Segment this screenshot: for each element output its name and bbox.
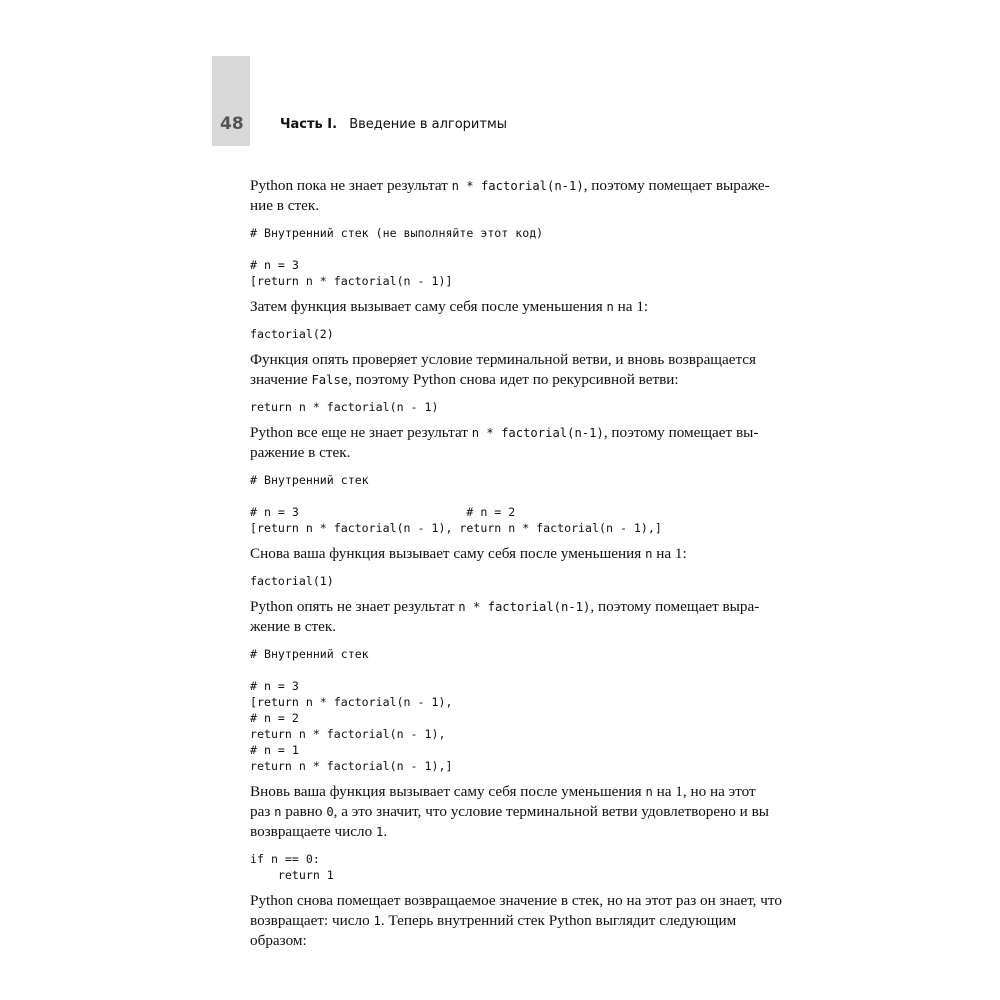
code-block — [250, 646, 790, 774]
code-line: factorial(1) — [250, 574, 334, 588]
paragraph — [250, 597, 790, 637]
inline-code: n * factorial(n-1) — [458, 600, 591, 614]
text-run: Python все еще не знает результат — [250, 424, 472, 441]
paragraph — [250, 423, 790, 463]
code-block — [250, 225, 790, 289]
inline-code: False — [311, 373, 349, 387]
block-gap — [250, 390, 790, 399]
inline-code: n — [645, 785, 653, 799]
block-gap — [250, 216, 790, 225]
text-run: Снова ваша функция вызывает саму себя после уменьшения — [250, 545, 646, 562]
code-line: return 1 — [250, 868, 334, 882]
inline-code: n — [274, 805, 282, 819]
paragraph — [250, 297, 790, 317]
text-run: , а это значит, что условие терминальной ветви удовлетворено и вы — [333, 803, 769, 820]
code-line: [return n * factorial(n - 1), — [250, 695, 453, 709]
page-body — [250, 176, 790, 951]
code-line: return n * factorial(n - 1) — [250, 400, 439, 414]
block-gap — [250, 317, 790, 326]
paragraph — [250, 176, 790, 216]
code-line: [return n * factorial(n - 1)] — [250, 274, 453, 288]
text-run: , поэтому помещает выра- — [590, 598, 760, 615]
text-run: , поэтому помещает выраже- — [583, 177, 770, 194]
text-run: , поэтому Python снова идет по рекурсивной ветви: — [348, 371, 679, 388]
text-run: Python пока не знает результат — [250, 177, 452, 194]
running-head-chapter: Введение в алгоритмы — [349, 117, 508, 132]
text-run: равно — [281, 803, 327, 820]
paragraph — [250, 891, 790, 951]
text-run: возвращаете число — [250, 823, 376, 840]
inline-code: 0 — [326, 805, 334, 819]
block-gap — [250, 774, 790, 782]
code-block — [250, 326, 790, 342]
code-line: # Внутренний стек — [250, 647, 369, 661]
block-gap — [250, 342, 790, 350]
code-line: # n = 3 — [250, 679, 299, 693]
block-gap — [250, 883, 790, 891]
inline-code: 1 — [373, 914, 381, 928]
code-line: # Внутренний стек — [250, 473, 369, 487]
code-line — [250, 241, 790, 257]
text-run: . Теперь внутренний стек Python выглядит следующим образом: — [250, 912, 737, 949]
text-run: Затем функция вызывает саму себя после уменьшения — [250, 298, 607, 315]
code-line: return n * factorial(n - 1), — [250, 727, 446, 741]
code-block — [250, 399, 790, 415]
code-block — [250, 573, 790, 589]
text-run: возвращает: число — [250, 912, 374, 929]
code-block — [250, 472, 790, 536]
code-block — [250, 851, 790, 883]
block-gap — [250, 842, 790, 851]
block-gap — [250, 637, 790, 646]
inline-code: n * factorial(n-1) — [471, 426, 604, 440]
text-run: , поэтому помещает вы- — [603, 424, 759, 441]
page-number: 48 — [220, 114, 244, 134]
code-line: # n = 3 — [250, 258, 299, 272]
text-run: на 1: — [613, 298, 649, 315]
text-run: Python снова помещает возвращаемое значение в стек, но на этот раз он знает, что — [250, 892, 782, 909]
code-line: [return n * factorial(n - 1), return n * factorial(n - 1),] — [250, 521, 662, 535]
paragraph — [250, 782, 790, 842]
running-head-part: Часть I. — [280, 117, 338, 132]
inline-code: 1 — [376, 825, 384, 839]
text-run: на 1, но на этот — [652, 783, 756, 800]
code-line: # n = 2 — [250, 711, 299, 725]
text-run: значение — [250, 371, 312, 388]
block-gap — [250, 289, 790, 297]
block-gap — [250, 589, 790, 597]
code-line: if n == 0: — [250, 852, 320, 866]
block-gap — [250, 463, 790, 472]
code-line: # n = 3 # n = 2 — [250, 505, 516, 519]
inline-code: n — [606, 300, 614, 314]
code-line: return n * factorial(n - 1),] — [250, 759, 453, 773]
text-run: ражение в стек. — [250, 444, 351, 461]
inline-code: n * factorial(n-1) — [451, 179, 584, 193]
text-run: жение в стек. — [250, 618, 337, 635]
running-head — [280, 117, 507, 132]
text-run: на 1: — [652, 545, 687, 562]
code-line — [250, 662, 790, 678]
text-run: раз — [250, 803, 275, 820]
text-run: Python опять не знает результат — [250, 598, 459, 615]
block-gap — [250, 564, 790, 573]
code-line: # n = 1 — [250, 743, 299, 757]
block-gap — [250, 536, 790, 544]
text-run: Вновь ваша функция вызывает саму себя после уменьшения — [250, 783, 646, 800]
text-run: ние в стек. — [250, 197, 320, 214]
code-line: # Внутренний стек (не выполняйте этот код) — [250, 226, 544, 240]
code-line: factorial(2) — [250, 327, 334, 341]
paragraph — [250, 350, 790, 390]
block-gap — [250, 415, 790, 423]
paragraph — [250, 544, 790, 564]
inline-code: n — [645, 547, 653, 561]
text-run: . — [383, 823, 388, 840]
code-line — [250, 488, 790, 504]
text-run: Функция опять проверяет условие терминальной ветви, и вновь возвращается — [250, 351, 757, 368]
